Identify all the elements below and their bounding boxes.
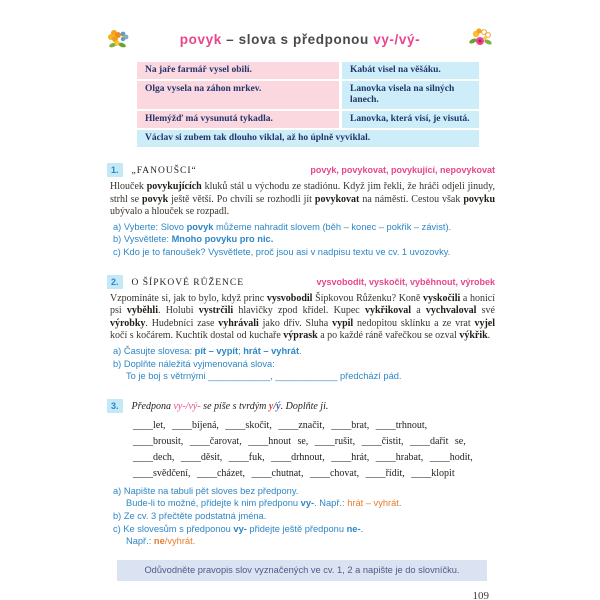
exercise-number-badge: 2. — [107, 275, 123, 289]
exercise-tasks — [113, 345, 495, 383]
table-cell-full: Václav si zubem tak dlouho viklal, až ho úplně vyviklal. — [137, 130, 479, 147]
table-cell-vi: Lanovka visela na silných lanech. — [342, 81, 479, 109]
exercise-text: Hlouček povykujících kluků stál u východu ze stadiónu. Když jim řekli, že hráči odjeli jinudy, strhl se povyk ještě větší. Po chvíli se rozhodli jít povykovat na náměstí. Cestou však povyku ubývalo a hlouček se rozpadl. — [110, 181, 496, 218]
word-line: ____dech, ____děsit, ____fuk, ____drhnout, ____hrát, ____hrabat, ____hodit, — [133, 451, 473, 463]
exercise-text: Vzpomínáte si, jak to bylo, když princ vysvobodil Šípkovou Růženku? Koně vyskočili a honicí psi vyběhli. Holubi vystrčili hlavičky zpod křídel. Kupec vykřikoval a vychvaloval své výrobky. Hudebníci zase vyhrávali jako dřív. Sluha vypil nedopitou sklínku a ze vrat vyjel kočí s kočárem. Kuchtík dostal od kuchaře výprask a po každé ráně vařečkou se ozval výkřik. — [110, 292, 495, 342]
table-cell-vi: Lanovka, která visí, je visutá. — [342, 111, 479, 128]
table-cell-vy: Na jaře farmář vysel obilí. — [137, 62, 339, 79]
title-prefix: vy-/vý- — [373, 31, 421, 47]
task-a: a) Vyberte: Slovo povyk můžeme nahradit slovem (běh – konec – pokřik – závist). — [113, 221, 452, 232]
exercise-title: „FANOUŠCI“ — [131, 166, 197, 176]
exercise-instruction: Předpona vy-/vý- se píše s tvrdým y/ý. Doplňte ji. — [131, 400, 329, 412]
task-a: a) Časujte slovesa: pít – vypít; hrát – vyhrát. — [113, 345, 302, 356]
task-b: b) Doplňte náležitá vyjmenovaná slova: — [113, 358, 275, 369]
task-a: a) Napište na tabuli pět sloves bez předpony. — [113, 485, 299, 496]
title-middle: – slova s předponou — [221, 31, 374, 47]
table-row — [137, 130, 479, 147]
table-row — [137, 111, 479, 128]
exercise-2 — [105, 275, 495, 383]
word-line: ____brousit, ____čarovat, ____hnout se, ____rušit, ____čistit, ____dařit se, — [133, 435, 466, 447]
task-b: b) Ze cv. 3 přečtěte podstatná jména. — [113, 510, 267, 521]
word-line: ____svědčení, ____cházet, ____chutnat, ____chovat, ____řídit, ____klopit — [133, 467, 455, 479]
word-fill-list — [133, 418, 495, 482]
exercise-3-header — [107, 399, 495, 413]
table-cell-vy: Olga vysela na záhon mrkev. — [137, 81, 339, 109]
example-table — [137, 62, 479, 147]
exercise-number-badge: 3. — [107, 399, 123, 413]
exercise-2-header — [107, 275, 495, 289]
exercise-keyword-list: vysvobodit, vyskočit, vyběhnout, výrobek — [316, 276, 495, 287]
exercise-number-badge: 1. — [107, 163, 123, 177]
exercise-3 — [105, 399, 495, 548]
task-c: c) Kdo je to fanoušek? Vysvětlete, proč jsou asi v nadpisu textu ve cv. 1 uvozovky. — [113, 246, 451, 257]
title-keyword: povyk — [179, 31, 222, 47]
task-a-example: Bude-li to možné, přidejte k nim předponu vy-. Např.: hrát – vyhrát. — [126, 498, 402, 509]
task-b: b) Vysvětlete: Mnoho povyku pro nic. — [113, 234, 274, 245]
page-header — [105, 26, 495, 52]
table-cell-vy: Hlemýžď má vysunutá tykadla. — [137, 111, 339, 128]
exercise-1-header — [107, 163, 495, 177]
word-line: ____let, ____bíjená, ____skočit, ____značit, ____brat, ____trhnout, — [133, 419, 428, 431]
exercise-title: O ŠÍPKOVÉ RŮŽENCE — [131, 277, 245, 288]
exercise-tasks — [113, 221, 495, 259]
page-number: 109 — [472, 589, 489, 600]
page-title — [133, 32, 467, 47]
exercise-1 — [105, 163, 495, 259]
summary-note: Odůvodněte pravopis slov vyznačených ve cv. 1, 2 a napište je do slovníčku. — [117, 560, 487, 581]
exercise-tasks — [113, 485, 495, 548]
task-c: c) Ke slovesům s předponou vy- přidejte ještě předponu ne-. — [113, 523, 364, 534]
task-b-fill-line: To je boj s větrnými ____________, ____________ předchází pád. — [126, 371, 402, 382]
exercise-keyword-list: povyk, povykovat, povykující, nepovykovat — [310, 165, 495, 175]
table-row — [137, 81, 479, 109]
table-cell-vi: Kabát visel na věšáku. — [342, 62, 479, 79]
task-c-example: Např.: ne/vyhrát. — [126, 536, 196, 547]
flower-bouquet-icon — [105, 26, 133, 52]
table-row — [137, 62, 479, 79]
flower-bouquet-icon — [467, 26, 495, 52]
